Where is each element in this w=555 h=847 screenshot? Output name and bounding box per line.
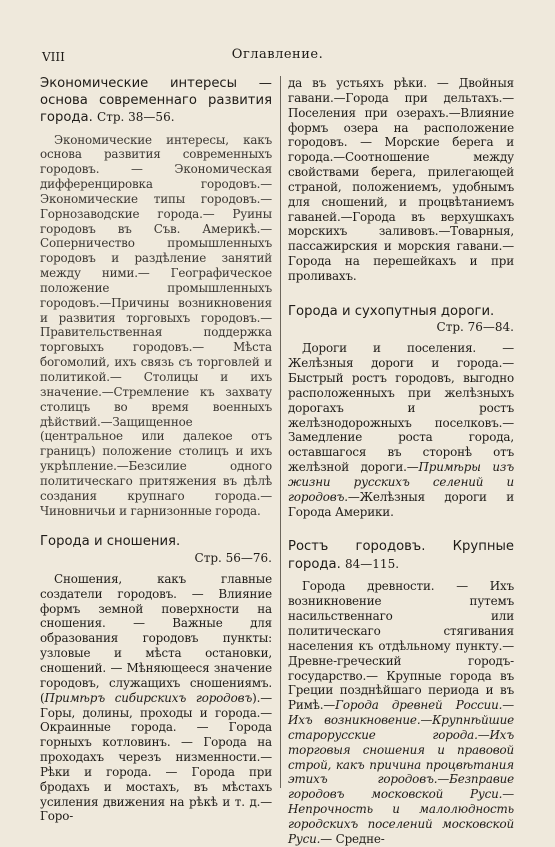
section-pages: Стр. 38—56. xyxy=(97,110,175,124)
right-column xyxy=(288,76,514,847)
section-heading-economic: Экономические интересы — основа современнаго развития города. Стр. 38—56. xyxy=(40,76,272,125)
left-column xyxy=(40,76,272,824)
section-text-communications-cont: да въ устьяхъ рѣки. — Двойныя гавани.—Города при дельтахъ.— Поселения при озерахъ.—Влияние формъ озера на расположение городовъ. — Морские берега и города.—Соотношение между свойствами берега, прилегающей страной, положениемъ, удобнымъ для сношений, и процвѣтаниемъ гаваней.—Города въ верхушкахъ морскихъ заливовъ.—Товарныя, пассажирския и морския гавани.— Города на перешейкахъ и при проливахъ. xyxy=(288,76,514,283)
section-heading-communications: Города и сношения. xyxy=(40,534,181,550)
section-text-roads: Дороги и поселения. — Желѣзныя дороги и города.—Быстрый ростъ городовъ, выгодно расположенныхъ при желѣзныхъ дорогахъ и ростъ желѣзнодорожныхъ поселковъ.—Замедление роста города, оставшагося въ сторонѣ отъ желѣзной дороги.—Примѣры изъ жизни русскихъ селений и городовъ.—Желѣзныя дороги и Города Америки. xyxy=(288,341,515,519)
column-divider xyxy=(280,76,281,788)
section-text-growth: Города древности. — Ихъ возникновение путемъ насильственнаго или политическаго стягивания населения къ отдѣльному пункту.— Древне-греческий городъ-государство.— Крупные города въ Греции позднѣйшаго периода и въ Римѣ.—Города древней России.—Ихъ возникновение.—Крупнѣйшие старорусские города.—Ихъ торговыя сношения и правовой строй, какъ причина процвѣтания этихъ городовъ.—Безправие городовъ московской Руси.—Непрочность и малолюдность городскихъ поселений московской Руси.— Средне- xyxy=(288,579,514,846)
section-pages: 84—115. xyxy=(345,556,400,571)
section-text-economic: Экономические интересы, какъ основа развития современныхъ городовъ. — Экономическая дифференцировка городовъ.—Экономические типы городовъ.— Горнозаводские города.— Руины городовъ въ Съв. Америкѣ.— Соперничество промышленныхъ городовъ и раздѣление занятий между ними.— Географическое положение промышленныхъ городовъ.—Причины возникновения и развития торговыхъ городовъ.—Правительственная поддержка торговыхъ городовъ.— Мѣста богомолий, ихъ связь съ торговлей и политикой.— Столицы и ихъ значение.—Стремление къ захвату столицъ во время военныхъ дѣйствий.—Защищенное (центральное или далекое отъ границъ) положение столицъ и ихъ укрѣпление.—Безсилие одного политическаго притяжения въ дѣлѣ создания крупнаго города.— Чиновничьи и гарнизонные города. xyxy=(40,132,272,518)
section-text-communications: Сношения, какъ главные создатели городовъ. — Влияние формъ земной поверхности на сношения. — Важные для образования городовъ пункты: узловые и мѣста остановки, сношений. — Мѣняющееся значение городовъ, служащихъ сношениямъ. (Примѣръ сибирскихъ городовъ).— Горы, долины, проходы и города.—Окраинные города. — Города горныхъ котловинъ. — Города на проходахъ черезъ низменности.—Рѣки и города. — Города при бродахъ и мостахъ, въ мѣстахъ усиления движения на рѣкѣ и т. д.—Горо- xyxy=(40,571,272,824)
section-pages: Стр. 76—84. xyxy=(436,320,514,335)
page-title: Оглавление. xyxy=(231,47,324,62)
section-heading-roads: Города и сухопутныя дороги. xyxy=(288,303,495,319)
section-heading-growth: Ростъ городовъ. Крупные города. 84—115. xyxy=(288,539,514,572)
page-number: VIII xyxy=(42,50,65,64)
section-pages: Стр. 56—76. xyxy=(194,550,272,565)
